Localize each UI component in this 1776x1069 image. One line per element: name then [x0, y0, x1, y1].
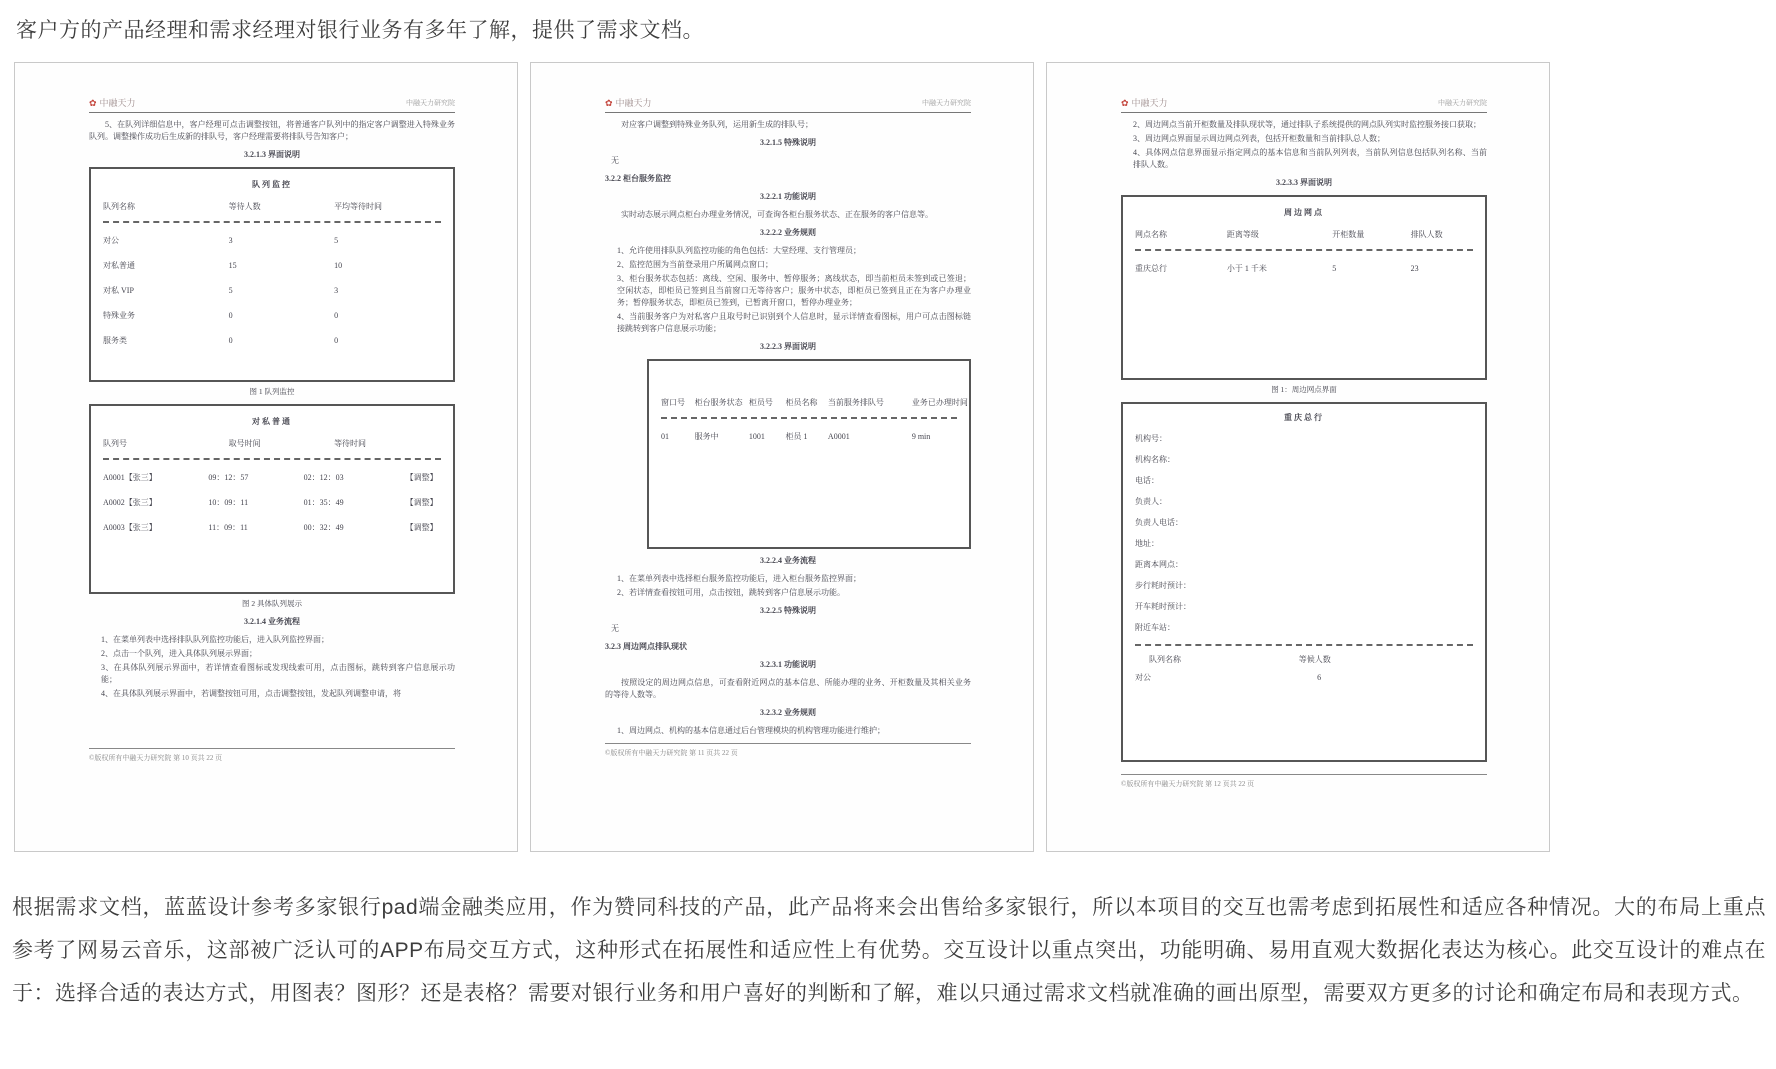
intro-paragraph: 客户方的产品经理和需求经理对银行业务有多年了解，提供了需求文档。 — [16, 19, 704, 42]
section-heading: 3.2.2.1 功能说明 — [760, 192, 816, 201]
doc-page-12 — [1046, 62, 1550, 852]
section-heading: 3.2.1.5 特殊说明 — [760, 138, 816, 147]
table-cell: 15 — [228, 261, 237, 270]
table-cell: 01 — [661, 432, 669, 441]
table-column-header: 窗口号 — [661, 398, 685, 407]
body-paragraph: 对应客户调整到特殊业务队列，运用新生成的排队号； — [621, 120, 813, 129]
body-paragraph: 实时动态展示网点柜台办理业务情况，可查询各柜台服务状态、正在服务的客户信息等。 — [621, 210, 933, 219]
brand-right-text: 中融天力研究院 — [922, 99, 971, 107]
panel-field-label: 地址： — [1135, 539, 1159, 548]
table-column-header: 柜员名称 — [785, 398, 818, 407]
table-row — [661, 431, 957, 443]
table-divider — [661, 417, 957, 419]
table-row — [103, 260, 441, 272]
section-heading: 3.2.3.2 业务规则 — [760, 708, 816, 717]
list-item: 1、在菜单列表中选择柜台服务监控功能后，进入柜台服务监控界面； — [617, 574, 861, 583]
figure-caption: 图 2 具体队列展示 — [242, 599, 302, 608]
table-column-header: 网点名称 — [1135, 230, 1167, 239]
table-cell: 6 — [1317, 673, 1322, 682]
section-heading: 3.2.2.2 业务规则 — [760, 228, 816, 237]
section-heading: 3.2.2 柜台服务监控 — [605, 174, 671, 183]
table-column-header: 当前服务排队号 — [827, 398, 884, 407]
table-cell: A0003【张三】 — [103, 523, 157, 532]
brand — [1121, 97, 1168, 109]
table-cell: 对公 — [1135, 673, 1151, 682]
table-cell: 对公 — [103, 236, 119, 245]
table-cell: 23 — [1410, 264, 1419, 273]
section-heading: 3.2.1.3 界面说明 — [244, 150, 300, 159]
table-cell: 3 — [228, 236, 233, 245]
table-cell: 5 — [1332, 264, 1337, 273]
table-title: 队列监控 — [252, 180, 292, 189]
panel-divider — [1135, 644, 1473, 646]
list-item: 2、监控范围为当前登录用户所属网点窗口； — [617, 260, 773, 269]
panel-field-label: 机构号： — [1135, 434, 1167, 443]
brand-right-text: 中融天力研究院 — [406, 99, 455, 107]
table-column-header: 距离等级 — [1226, 230, 1259, 239]
table-row — [103, 285, 441, 297]
table-row — [103, 472, 441, 484]
table-cell: A0001 — [827, 432, 850, 441]
table-cell: A0001【张三】 — [103, 473, 157, 482]
table-row — [103, 310, 441, 322]
list-item: 1、允许使用排队队列监控功能的角色包括：大堂经理、支行管理员； — [617, 246, 861, 255]
list-item: 3、在具体队列展示界面中，若详情查看图标或发现线索可用，点击图标，跳转到客户信息展示功能； — [101, 663, 455, 684]
section-heading: 3.2.2.5 特殊说明 — [760, 606, 816, 615]
list-item: 2、点击一个队列，进入具体队列展示界面； — [101, 649, 257, 658]
table-column-header: 柜台服务状态 — [694, 398, 743, 407]
panel-field-label: 步行耗时预计： — [1135, 581, 1191, 590]
brand-name: 中融天力 — [99, 98, 136, 108]
table-row — [1135, 263, 1473, 275]
brand — [605, 97, 652, 109]
panel-field-label: 开车耗时预计： — [1135, 602, 1191, 611]
body-paragraph: 5、在队列详细信息中，客户经理可点击调整按钮，将普通客户队列中的指定客户调整进入特殊业务队列。调整操作成功后生成新的排队号，客户经理需要将排队号告知客户； — [89, 120, 455, 141]
table-cell: 对私普通 — [103, 261, 135, 270]
table-divider — [103, 221, 441, 223]
doc-page-10 — [14, 62, 518, 852]
table-cell: 9 min — [911, 432, 931, 441]
table-cell: 5 — [334, 236, 339, 245]
table-column-header: 队列名称 — [1149, 655, 1181, 664]
adjust-button-text: 【调整】 — [405, 473, 438, 482]
list-item: 4、具体网点信息界面显示指定网点的基本信息和当前队列列表，当前队列信息包括队列名称、当前排队人数。 — [1133, 148, 1487, 169]
document-thumbnails-row — [14, 62, 1550, 852]
panel-field-label: 机构名称： — [1135, 455, 1175, 464]
table-column-header: 业务已办理时间 — [911, 398, 968, 407]
doc-footer: ©版权所有中融天力研究院 第 12 页共 22 页 — [1121, 774, 1487, 790]
table-column-header: 平均等待时间 — [334, 202, 383, 211]
section-heading: 3.2.3.1 功能说明 — [760, 660, 816, 669]
doc-footer: ©版权所有中融天力研究院 第 11 页共 22 页 — [605, 743, 971, 759]
figure-caption: 图 1：周边网点界面 — [1271, 385, 1337, 394]
panel-field-label: 距离本网点： — [1135, 560, 1183, 569]
branch-detail-panel — [1121, 402, 1487, 762]
adjust-button-text: 【调整】 — [405, 523, 438, 532]
list-item: 3、周边网点界面显示周边网点列表，包括开柜数量和当前排队总人数； — [1133, 134, 1385, 143]
list-item: 2、若详情查看按钮可用，点击按钮，跳转到客户信息展示功能。 — [617, 588, 845, 597]
queue-monitor-table — [89, 167, 455, 382]
doc-footer: ©版权所有中融天力研究院 第 10 页共 22 页 — [89, 748, 455, 764]
table-divider — [1135, 249, 1473, 251]
section-heading: 3.2.1.4 业务流程 — [244, 617, 300, 626]
table-column-header: 队列号 — [103, 439, 127, 448]
panel-field-label: 负责人： — [1135, 497, 1167, 506]
table-cell: 对私 VIP — [103, 286, 134, 295]
brand-name: 中融天力 — [1131, 98, 1168, 108]
table-cell: 3 — [334, 286, 339, 295]
adjust-button-text: 【调整】 — [405, 498, 438, 507]
brand-logo-icon: ✿ — [89, 97, 97, 108]
list-item: 4、在具体队列展示界面中，若调整按钮可用，点击调整按钮，发起队列调整申请，将 — [101, 689, 401, 698]
table-column-header: 队列名称 — [103, 202, 135, 211]
table-column-header: 取号时间 — [228, 439, 261, 448]
list-item: 4、当前服务客户为对私客户且取号时已识别到个人信息时，显示详情查看图标，用户可点击图标链接跳转到客户信息展示功能； — [617, 312, 971, 333]
table-row — [103, 522, 441, 534]
body-paragraph: 无 — [611, 624, 619, 633]
table-cell: 0 — [334, 336, 339, 345]
section-heading: 3.2.3 周边网点排队现状 — [605, 642, 687, 651]
table-cell: 01：35：49 — [303, 498, 344, 507]
doc-header — [1121, 97, 1487, 113]
table-cell: 10 — [334, 261, 343, 270]
counter-service-table — [647, 359, 971, 549]
table-cell: 11：09：11 — [208, 523, 248, 532]
figure-caption: 图 1 队列监控 — [249, 387, 295, 396]
table-cell: 00：32：49 — [303, 523, 344, 532]
brand-name: 中融天力 — [615, 98, 652, 108]
table-cell: 特殊业务 — [103, 311, 135, 320]
doc-header — [89, 97, 455, 113]
table-cell: 09：12：57 — [208, 473, 249, 482]
table-title: 对私普通 — [252, 417, 292, 426]
table-column-header: 开柜数量 — [1332, 230, 1365, 239]
brand-right-text: 中融天力研究院 — [1438, 99, 1487, 107]
brand-logo-icon: ✿ — [605, 97, 613, 108]
table-divider — [103, 458, 441, 460]
section-heading: 3.2.2.4 业务流程 — [760, 556, 816, 565]
table-cell: 小于 1 千米 — [1226, 264, 1267, 273]
table-cell: 柜员 1 — [785, 432, 808, 441]
table-column-header: 等候人数 — [1298, 655, 1331, 664]
table-cell: A0002【张三】 — [103, 498, 157, 507]
table-column-header: 等待人数 — [228, 202, 261, 211]
table-cell: 5 — [228, 286, 233, 295]
list-item: 3、柜台服务状态包括：离线、空闲、服务中、暂停服务；离线状态，即当前柜员未签到或已签退；空闲状态，即柜员已签到且当前窗口无等待客户；服务中状态，即柜员已签到且正在为客户办理业务；暂停服务状态，即柜员已签到，已暂离开窗口，暂停办理业务； — [617, 274, 971, 307]
doc-page-11 — [530, 62, 1034, 852]
table-cell: 服务中 — [694, 432, 719, 441]
table-cell: 0 — [334, 311, 339, 320]
table-column-header: 排队人数 — [1410, 230, 1443, 239]
panel-field-label: 附近车站： — [1135, 623, 1175, 632]
nearby-branch-table — [1121, 195, 1487, 380]
table-cell: 1001 — [748, 432, 765, 441]
table-row — [103, 335, 441, 347]
section-heading: 3.2.3.3 界面说明 — [1276, 178, 1332, 187]
private-queue-table — [89, 404, 455, 594]
panel-title: 重庆总行 — [1284, 413, 1324, 422]
doc-header — [605, 97, 971, 113]
section-heading: 3.2.2.3 界面说明 — [760, 342, 816, 351]
table-row — [103, 497, 441, 509]
closing-paragraph: 根据需求文档，蓝蓝设计参考多家银行pad端金融类应用，作为赞同科技的产品，此产品将来会出售给多家银行，所以本项目的交互也需考虑到拓展性和适应各种情况。大的布局上重点参考了网易云音乐，这部被广泛认可的APP布局交互方式，这种形式在拓展性和适应性上有优势。交互设计以重点突出，功能明确、易用直观大数据化表达为核心。此交互设计的难点在于：选择合适的表达方式，用图表？图形？还是表格？需要对银行业务和用户喜好的判断和了解，难以只通过需求文档就准确的画出原型，需要双方更多的讨论和确定布局和表现方式。 — [12, 896, 1766, 1005]
table-cell: 0 — [228, 336, 233, 345]
body-paragraph: 无 — [611, 156, 619, 165]
list-item: 1、在菜单列表中选择排队队列监控功能后，进入队列监控界面； — [101, 635, 329, 644]
brand-logo-icon: ✿ — [1121, 97, 1129, 108]
table-cell: 服务类 — [103, 336, 127, 345]
list-item: 2、周边网点当前开柜数量及排队现状等，通过排队子系统提供的网点队列实时监控服务接口获取； — [1133, 120, 1481, 129]
brand — [89, 97, 136, 109]
panel-field-label: 负责人电话： — [1135, 518, 1183, 527]
panel-field-label: 电话： — [1135, 476, 1159, 485]
table-cell: 0 — [228, 311, 233, 320]
body-paragraph: 按照设定的周边网点信息，可查看附近网点的基本信息、所能办理的业务、开柜数量及其相关业务的等待人数等。 — [605, 678, 971, 699]
table-column-header: 等待时间 — [334, 439, 367, 448]
table-column-header: 柜员号 — [748, 398, 773, 407]
table-cell: 02：12：03 — [303, 473, 344, 482]
table-row — [103, 235, 441, 247]
table-cell: 10：09：11 — [208, 498, 249, 507]
table-title: 周边网点 — [1284, 208, 1324, 217]
table-cell: 重庆总行 — [1135, 264, 1167, 273]
table-row — [1135, 672, 1473, 684]
list-item: 1、周边网点、机构的基本信息通过后台管理模块的机构管理功能进行维护； — [617, 726, 885, 735]
